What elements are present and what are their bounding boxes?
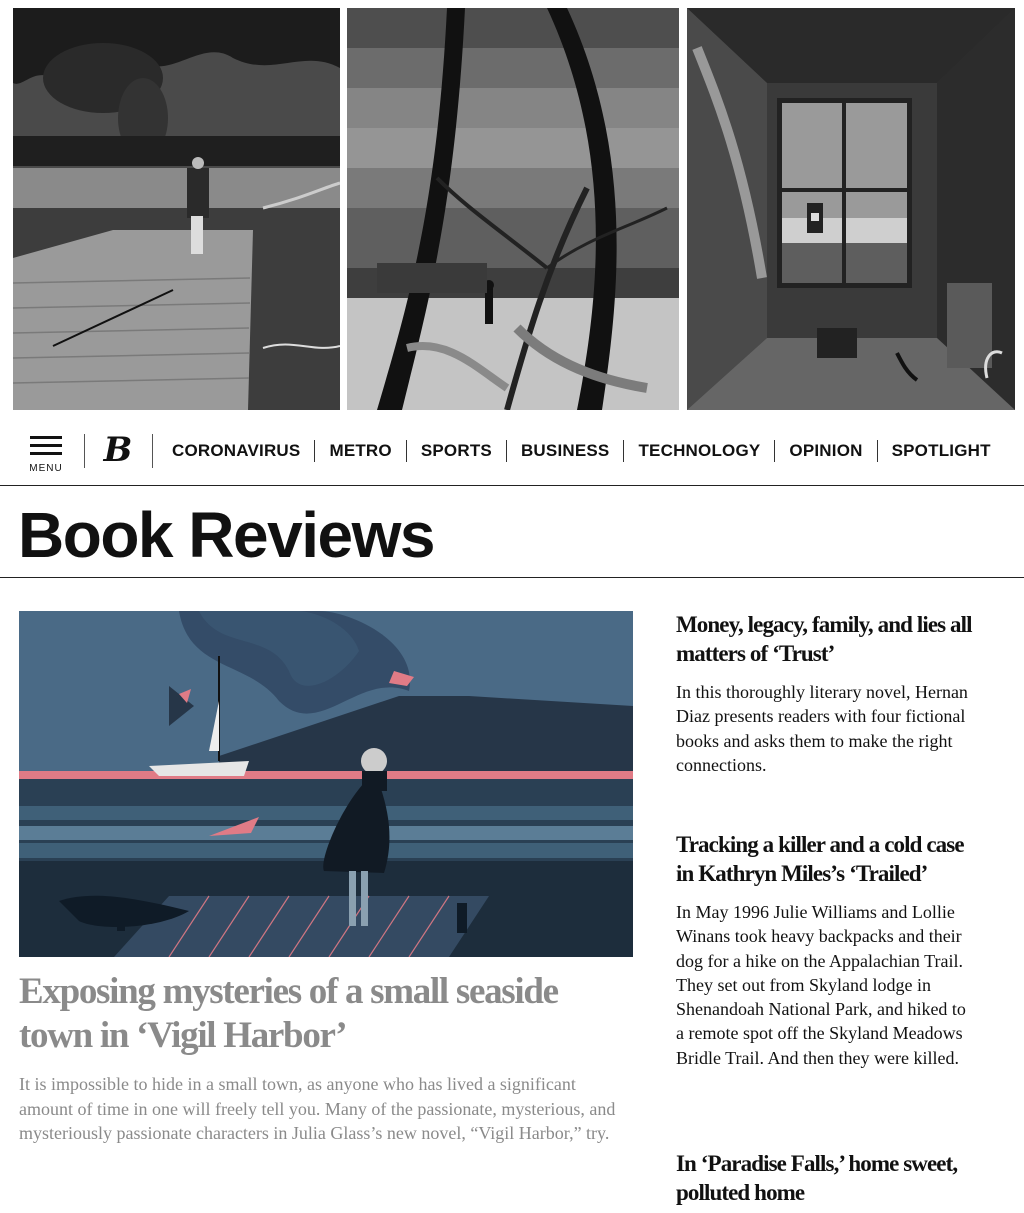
hamburger-icon xyxy=(30,436,62,439)
nav-divider xyxy=(506,440,507,462)
nav-item-spotlight[interactable]: SPOTLIGHT xyxy=(891,441,991,460)
story-card xyxy=(676,830,976,1070)
hero-headline-link[interactable]: Exposing mysteries of a small seaside town in ‘Vigil Harbor’ xyxy=(19,971,558,1056)
nav-item-coronavirus[interactable]: CORONAVIRUS xyxy=(172,441,301,460)
nav-item-metro[interactable]: METRO xyxy=(329,441,392,460)
story-headline[interactable] xyxy=(676,610,976,668)
story-card xyxy=(676,610,976,777)
section-nav xyxy=(172,440,991,462)
header-rule xyxy=(0,485,1024,486)
story-headline-link[interactable]: Tracking a killer and a cold case in Kathryn Miles’s ‘Trailed’ xyxy=(676,832,964,886)
nav-item-technology[interactable]: TECHNOLOGY xyxy=(638,441,761,460)
dock-storm-illustration[interactable] xyxy=(13,8,340,410)
story-headline-link[interactable]: Money, legacy, family, and lies all matters of ‘Trust’ xyxy=(676,612,972,666)
nav-divider xyxy=(774,440,775,462)
story-card xyxy=(676,1149,976,1207)
main-navigation xyxy=(0,428,1024,474)
menu-label: MENU xyxy=(29,463,63,474)
story-headline[interactable] xyxy=(676,830,976,888)
story-headline-link[interactable]: In ‘Paradise Falls,’ home sweet, polluted home xyxy=(676,1151,958,1205)
title-rule xyxy=(0,577,1024,578)
story-summary: In this thoroughly literary novel, Hernan Diaz presents readers with four fictional books and asks them to make the right connections. xyxy=(676,682,968,775)
nav-item-opinion[interactable]: OPINION xyxy=(789,441,863,460)
hero-headline[interactable] xyxy=(19,970,629,1058)
hero-illustration[interactable] xyxy=(19,611,633,957)
bare-trees-illustration[interactable] xyxy=(347,8,679,410)
nav-divider xyxy=(314,440,315,462)
nav-divider xyxy=(623,440,624,462)
hero-summary: It is impossible to hide in a small town, as anyone who has lived a significant amount of time in one will freely tell you. Many of the passionate, mysterious, and mysteriously passionate characters in Julia Glass’s new novel, “Vigil Harbor,” try. xyxy=(19,1074,616,1143)
story-headline[interactable] xyxy=(676,1149,976,1207)
hamburger-icon-bar xyxy=(30,444,62,447)
nav-divider xyxy=(406,440,407,462)
boston-globe-logo-icon[interactable]: B xyxy=(103,430,133,470)
hamburger-icon-bar xyxy=(30,452,62,455)
menu-button[interactable] xyxy=(28,434,66,474)
page-title: Book Reviews xyxy=(18,499,434,571)
nav-divider xyxy=(84,434,85,468)
story-summary: In May 1996 Julie Williams and Lollie Winans took heavy backpacks and their dog for a hike on the Appalachian Trail. They set out from Skyland lodge in Shenandoah National Park, and hiked to a remote spot off the Skyland Meadows Bridle Trail. And then they were killed. xyxy=(676,902,966,1068)
nav-item-sports[interactable]: SPORTS xyxy=(420,441,492,460)
nav-divider xyxy=(152,434,153,468)
nav-item-business[interactable]: BUSINESS xyxy=(520,441,610,460)
nav-divider xyxy=(877,440,878,462)
room-window-illustration[interactable] xyxy=(687,8,1015,410)
